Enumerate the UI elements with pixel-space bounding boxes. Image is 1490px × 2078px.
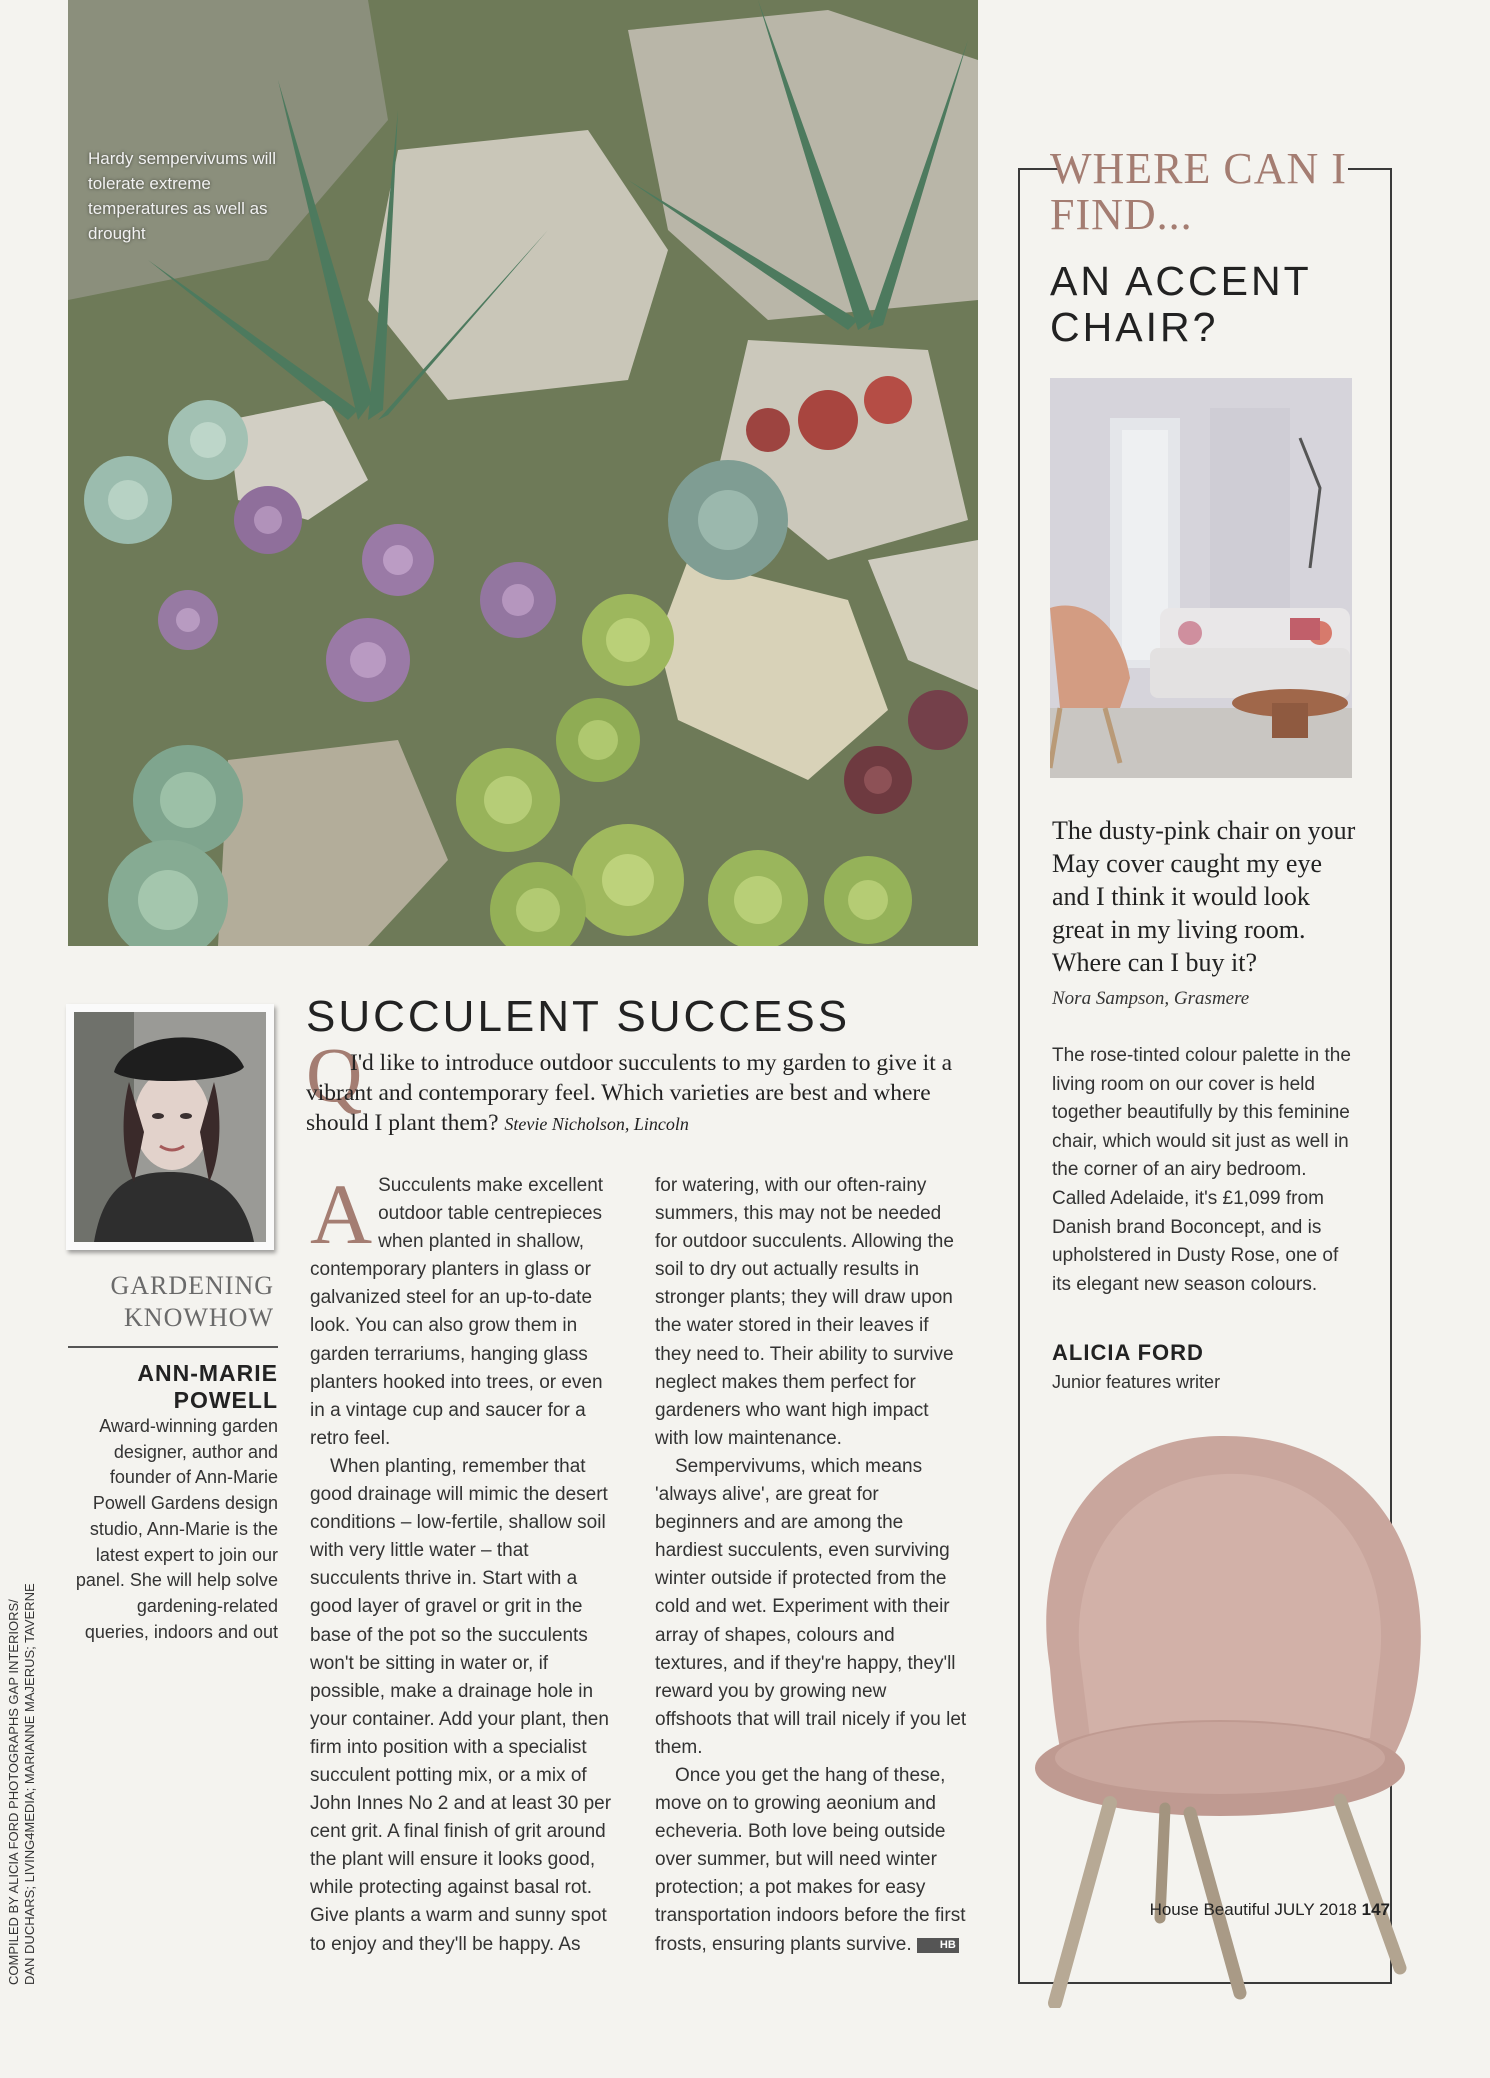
answer-dropcap: A (310, 1166, 373, 1262)
succulent-garden-illustration (68, 0, 978, 946)
feature-question: The dusty-pink chair on your May cover caught my eye and I think it would look great in my living room. Where can I buy it? (1052, 816, 1356, 977)
feature-title: AN ACCENT CHAIR? (1050, 258, 1311, 350)
hero-caption: Hardy sempervivums will tolerate extreme temperatures as well as drought (88, 149, 276, 243)
answer-paragraph (655, 1762, 967, 1959)
photo-credits-line: COMPILED BY ALICIA FORD PHOTOGRAPHS GAP INTERIORS/ (6, 1599, 21, 1985)
feature-author-name: ALICIA FORD (1052, 1340, 1204, 1365)
expert-name: ANN-MARIE POWELL (137, 1360, 278, 1413)
feature-kicker: WHERE CAN I FIND... (1050, 144, 1347, 239)
answer-paragraph: for watering, with our often-rainy summers, this may not be needed for outdoor succulents. Allowing the soil to dry out actually results in stronger plants; they will draw upon the water stored in their leaves if they need to. Their ability to survive neglect makes them perfect for gardeners who want high impact with low maintenance. (655, 1175, 954, 1449)
author-portrait (74, 1012, 266, 1242)
living-room-photo (1050, 378, 1352, 778)
end-mark: HB (917, 1938, 959, 1953)
section-label: GARDENING KNOWHOW (110, 1271, 274, 1332)
answer-paragraph: Sempervivums, which means 'always alive', are great for beginners and are among the hardiest succulents, even surviving winter outside if protected from the cold and wet. Experiment with their array of shapes, colours and textures, and if they're happy, they'll reward you by growing new offshoots that will trail nicely if you let them. (655, 1455, 967, 1758)
feature-box-top-rule (1348, 168, 1390, 170)
reader-question-text: I'd like to introduce outdoor succulents to my garden to give it a vibrant and contemporary feel. Which varieties are best and where should I plant them? (306, 1050, 953, 1136)
footer-magazine: House Beautiful (1149, 1900, 1270, 1919)
feature-author-role: Junior features writer (1052, 1372, 1221, 1392)
photo-credits-line: DAN DUCHARS; LIVING4MEDIA; MARIANNE MAJERUS; TAVERNE (22, 1583, 37, 1985)
page-number: 147 (1361, 1900, 1390, 1919)
reader-question (306, 1048, 990, 1139)
section-divider (68, 1346, 278, 1348)
living-room-illustration (1050, 378, 1352, 778)
photo-credits (6, 1545, 38, 1985)
feature-answer: The rose-tinted colour palette in the living room on our cover is held together beautifully by this feminine chair, which would sit just as well in the corner of an airy bedroom. Called Adelaide, it's £1,099 from Danish brand Boconcept, and is upholstered in Dusty Rose, one of its elegant new season colours. (1052, 1045, 1351, 1295)
question-mark-letter: Q (306, 1031, 363, 1118)
author-portrait-illustration (74, 1012, 266, 1242)
answer-paragraph-text: Succulents make excellent outdoor table centrepieces when planted in shallow, contemporary planters in glass or galvanized steel for an up-to-date look. You can also grow them in garden terrariums, hanging glass planters hooked into trees, or even in a vintage cup and saucer for a retro feel. (310, 1175, 604, 1449)
reader-question-signature: Stevie Nicholson, Lincoln (504, 1114, 689, 1134)
expert-bio: Award-winning garden designer, author and founder of Ann-Marie Powell Gardens design studio, Ann-Marie is the latest expert to join our panel. She will help solve gardening-related queries, indoors and out (75, 1416, 278, 1642)
feature-question-signature: Nora Sampson, Grasmere (1052, 988, 1250, 1009)
page-footer (1130, 1900, 1390, 1920)
article-heading: SUCCULENT SUCCESS (306, 992, 851, 1041)
footer-issue: JULY 2018 (1274, 1900, 1357, 1919)
hero-photo (68, 0, 978, 946)
answer-paragraph: When planting, remember that good drainage will mimic the desert conditions – low-fertile, shallow soil with very little water – that succulents thrive in. Start with a good layer of gravel or grit in the base of the pot so the succulents won't be sitting in water or, if possible, make a drainage hole in your container. Add your plant, then firm into position with a specialist succulent potting mix, or a mix of John Innes No 2 and at least 30 per cent grit. A final finish of grit around the plant will ensure it looks good, while protecting against basal rot. Give plants a warm and sunny spot to enjoy and they'll be happy. As (310, 1455, 612, 1955)
article-column-1 (310, 1166, 622, 1959)
article-column-2 (655, 1172, 967, 1959)
answer-paragraph (310, 1166, 622, 1453)
answer-paragraph-text: Once you get the hang of these, move on to growing aeonium and echeveria. Both love being outside over summer, but will need winter protection; a pot makes for easy transportation indoors before the first frosts, ensuring plants survive. (655, 1764, 966, 1955)
